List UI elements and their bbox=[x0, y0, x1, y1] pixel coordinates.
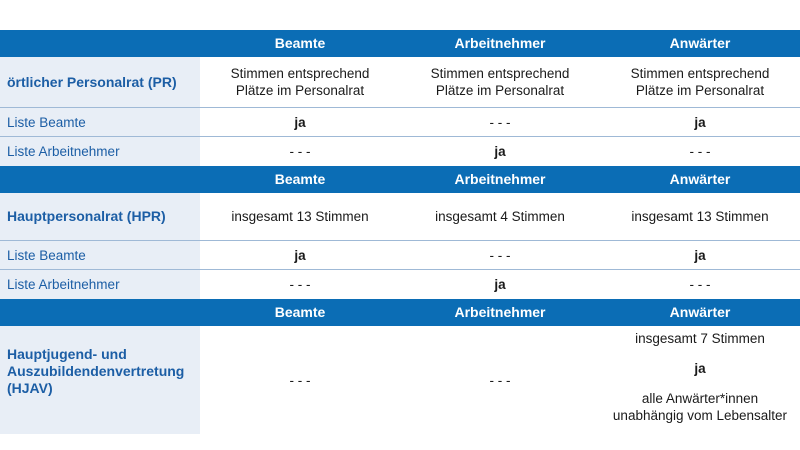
section-title-hjav bbox=[0, 326, 200, 434]
hpr-anwaerter-cell: insgesamt 13 Stimmen bbox=[631, 209, 769, 224]
section-row-hjav bbox=[0, 326, 800, 434]
table-cell: ja bbox=[494, 277, 506, 292]
table-cell: - - - bbox=[289, 144, 311, 159]
table-cell: - - - bbox=[489, 247, 511, 263]
table-cell: ja bbox=[694, 247, 706, 263]
hpr-list-arbeitnehmer-row bbox=[0, 270, 800, 299]
pr-beamte-line-2: Plätze im Personalrat bbox=[235, 83, 365, 98]
pr-arbeitnehmer-line-2: Plätze im Personalrat bbox=[435, 83, 565, 98]
column-header-arbeitnehmer: Arbeitnehmer bbox=[454, 171, 546, 187]
table-cell: - - - bbox=[289, 277, 311, 292]
section-title-pr: örtlicher Personalrat (PR) bbox=[0, 57, 200, 107]
column-header-arbeitnehmer: Arbeitnehmer bbox=[454, 304, 546, 320]
pr-beamte-line-1: Stimmen entsprechend bbox=[230, 66, 370, 81]
column-header-anwaerter: Anwärter bbox=[669, 35, 731, 51]
list-label: Liste Arbeitnehmer bbox=[0, 270, 200, 299]
column-header-arbeitnehmer: Arbeitnehmer bbox=[454, 35, 546, 51]
table-cell: - - - bbox=[489, 114, 511, 130]
voting-table bbox=[0, 30, 800, 434]
hjav-anwaerter-votes: insgesamt 7 Stimmen bbox=[635, 331, 765, 346]
table-cell: ja bbox=[494, 144, 506, 159]
pr-list-beamte-row bbox=[0, 108, 800, 137]
hjav-beamte-cell: - - - bbox=[289, 372, 311, 388]
hjav-anwaerter-note-line-2: unabhängig vom Lebensalter bbox=[612, 408, 788, 423]
list-label: Liste Beamte bbox=[0, 241, 200, 269]
column-header-anwaerter: Anwärter bbox=[669, 304, 731, 320]
hpr-arbeitnehmer-cell: insgesamt 4 Stimmen bbox=[435, 209, 565, 224]
column-header-beamte: Beamte bbox=[274, 171, 326, 187]
pr-anwaerter-cell bbox=[600, 57, 800, 107]
hpr-list-beamte-row bbox=[0, 241, 800, 270]
table-cell: ja bbox=[294, 114, 306, 130]
pr-arbeitnehmer-line-1: Stimmen entsprechend bbox=[430, 66, 570, 81]
column-header-row bbox=[0, 30, 800, 57]
pr-anwaerter-line-1: Stimmen entsprechend bbox=[630, 66, 770, 81]
table-cell: ja bbox=[294, 247, 306, 263]
hjav-anwaerter-cell bbox=[600, 326, 800, 434]
table-cell: ja bbox=[694, 114, 706, 130]
pr-anwaerter-line-2: Plätze im Personalrat bbox=[635, 83, 765, 98]
section-title-hpr: Hauptpersonalrat (HPR) bbox=[0, 193, 200, 240]
pr-beamte-cell bbox=[200, 57, 400, 107]
column-header-row bbox=[0, 166, 800, 193]
table-cell: - - - bbox=[689, 144, 711, 159]
pr-list-arbeitnehmer-row bbox=[0, 137, 800, 166]
header-empty-cell bbox=[0, 30, 200, 57]
hjav-arbeitnehmer-cell: - - - bbox=[489, 372, 511, 388]
column-header-anwaerter: Anwärter bbox=[669, 171, 731, 187]
list-label: Liste Arbeitnehmer bbox=[0, 137, 200, 166]
header-empty-cell bbox=[0, 299, 200, 326]
hjav-anwaerter-note-line-1: alle Anwärter*innen bbox=[641, 391, 759, 406]
header-empty-cell bbox=[0, 166, 200, 193]
hjav-anwaerter-yes: ja bbox=[694, 361, 706, 376]
column-header-row bbox=[0, 299, 800, 326]
column-header-beamte: Beamte bbox=[274, 304, 326, 320]
hjav-title-line-3: (HJAV) bbox=[7, 379, 53, 396]
pr-arbeitnehmer-cell bbox=[400, 57, 600, 107]
section-row-pr bbox=[0, 57, 800, 108]
hjav-title-line-1: Hauptjugend- und bbox=[7, 345, 127, 362]
list-label: Liste Beamte bbox=[0, 108, 200, 136]
column-header-beamte: Beamte bbox=[274, 35, 326, 51]
hpr-beamte-cell: insgesamt 13 Stimmen bbox=[231, 209, 369, 224]
section-row-hpr bbox=[0, 193, 800, 241]
table-cell: - - - bbox=[689, 277, 711, 292]
hjav-title-line-2: Auszubildendenvertretung bbox=[7, 362, 185, 379]
